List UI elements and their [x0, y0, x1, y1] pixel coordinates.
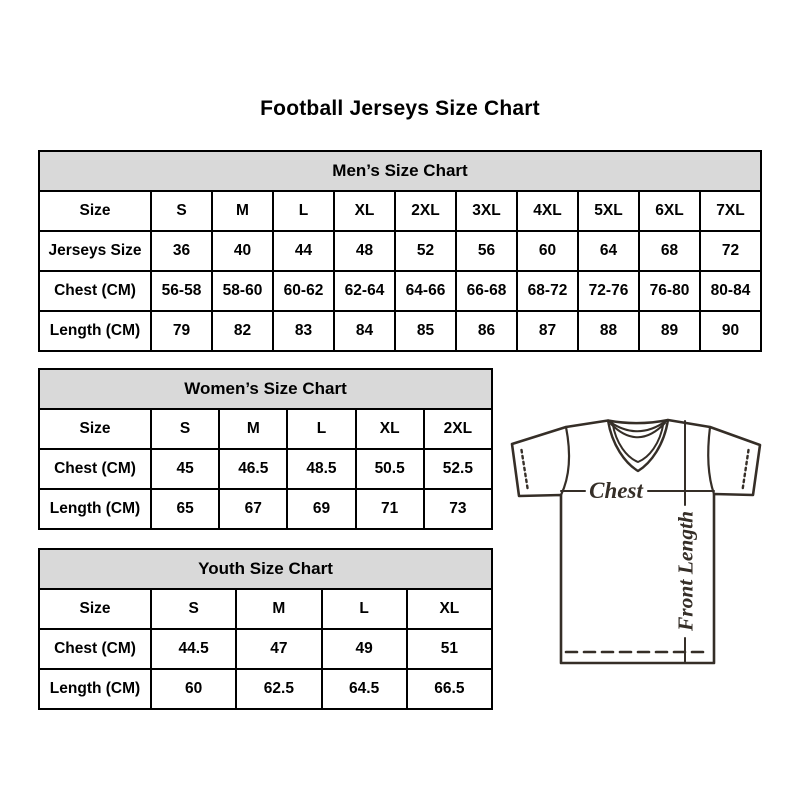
- column-header: M: [236, 589, 321, 629]
- table-row: [39, 629, 492, 669]
- data-cell: 62-64: [334, 271, 395, 311]
- data-cell: 51: [407, 629, 492, 669]
- table-title: Women’s Size Chart: [39, 369, 492, 409]
- table-row: [39, 489, 492, 529]
- data-cell: 72: [700, 231, 761, 271]
- table-row: [39, 449, 492, 489]
- data-cell: 68: [639, 231, 700, 271]
- column-header: XL: [356, 409, 424, 449]
- data-cell: 82: [212, 311, 273, 351]
- column-header: XL: [334, 191, 395, 231]
- data-cell: 72-76: [578, 271, 639, 311]
- data-cell: 60-62: [273, 271, 334, 311]
- front-length-label: Front Length: [673, 510, 698, 632]
- data-cell: 56-58: [151, 271, 212, 311]
- row-header: Jerseys Size: [39, 231, 151, 271]
- data-cell: 68-72: [517, 271, 578, 311]
- data-cell: 60: [151, 669, 236, 709]
- youth-size-table: [38, 548, 493, 710]
- row-header: Chest (CM): [39, 449, 151, 489]
- data-cell: 45: [151, 449, 219, 489]
- data-cell: 64-66: [395, 271, 456, 311]
- data-cell: 44: [273, 231, 334, 271]
- row-header: Chest (CM): [39, 271, 151, 311]
- data-cell: 62.5: [236, 669, 321, 709]
- data-cell: 83: [273, 311, 334, 351]
- data-cell: 64.5: [322, 669, 407, 709]
- column-header: L: [287, 409, 355, 449]
- data-cell: 66-68: [456, 271, 517, 311]
- table-header-row: [39, 589, 492, 629]
- column-header: L: [322, 589, 407, 629]
- data-cell: 36: [151, 231, 212, 271]
- data-cell: 67: [219, 489, 287, 529]
- column-header: L: [273, 191, 334, 231]
- data-cell: 76-80: [639, 271, 700, 311]
- jersey-outline: [512, 420, 760, 663]
- row-header: Length (CM): [39, 311, 151, 351]
- data-cell: 58-60: [212, 271, 273, 311]
- table-header-row: [39, 409, 492, 449]
- data-cell: 49: [322, 629, 407, 669]
- table-title: Men’s Size Chart: [39, 151, 761, 191]
- data-cell: 88: [578, 311, 639, 351]
- data-cell: 85: [395, 311, 456, 351]
- data-cell: 50.5: [356, 449, 424, 489]
- table-header-row: [39, 191, 761, 231]
- column-header: S: [151, 191, 212, 231]
- column-header: M: [219, 409, 287, 449]
- data-cell: 73: [424, 489, 492, 529]
- womens-size-table: [38, 368, 493, 530]
- column-header: M: [212, 191, 273, 231]
- data-cell: 48.5: [287, 449, 355, 489]
- row-header-label: Size: [39, 589, 151, 629]
- data-cell: 48: [334, 231, 395, 271]
- data-cell: 52.5: [424, 449, 492, 489]
- data-cell: 64: [578, 231, 639, 271]
- data-cell: 66.5: [407, 669, 492, 709]
- column-header: 2XL: [395, 191, 456, 231]
- column-header: S: [151, 589, 236, 629]
- table-row: [39, 669, 492, 709]
- table-row: [39, 271, 761, 311]
- row-header-label: Size: [39, 191, 151, 231]
- data-cell: 71: [356, 489, 424, 529]
- data-cell: 84: [334, 311, 395, 351]
- row-header: Chest (CM): [39, 629, 151, 669]
- row-header-label: Size: [39, 409, 151, 449]
- table-row: [39, 311, 761, 351]
- mens-size-table: [38, 150, 762, 352]
- data-cell: 80-84: [700, 271, 761, 311]
- data-cell: 79: [151, 311, 212, 351]
- column-header: 5XL: [578, 191, 639, 231]
- data-cell: 60: [517, 231, 578, 271]
- page-title: Football Jerseys Size Chart: [260, 97, 540, 120]
- jersey-diagram-svg: [495, 393, 785, 683]
- data-cell: 52: [395, 231, 456, 271]
- jersey-measurement-diagram: [495, 393, 785, 683]
- data-cell: 40: [212, 231, 273, 271]
- vneck-collar: [608, 420, 668, 471]
- table-row: [39, 231, 761, 271]
- data-cell: 89: [639, 311, 700, 351]
- table-title: Youth Size Chart: [39, 549, 492, 589]
- column-header: 3XL: [456, 191, 517, 231]
- data-cell: 44.5: [151, 629, 236, 669]
- row-header: Length (CM): [39, 489, 151, 529]
- data-cell: 90: [700, 311, 761, 351]
- data-cell: 46.5: [219, 449, 287, 489]
- data-cell: 56: [456, 231, 517, 271]
- row-header: Length (CM): [39, 669, 151, 709]
- column-header: XL: [407, 589, 492, 629]
- column-header: 2XL: [424, 409, 492, 449]
- column-header: 4XL: [517, 191, 578, 231]
- column-header: S: [151, 409, 219, 449]
- chest-label: Chest: [589, 478, 643, 503]
- data-cell: 69: [287, 489, 355, 529]
- data-cell: 86: [456, 311, 517, 351]
- column-header: 6XL: [639, 191, 700, 231]
- data-cell: 87: [517, 311, 578, 351]
- data-cell: 47: [236, 629, 321, 669]
- column-header: 7XL: [700, 191, 761, 231]
- data-cell: 65: [151, 489, 219, 529]
